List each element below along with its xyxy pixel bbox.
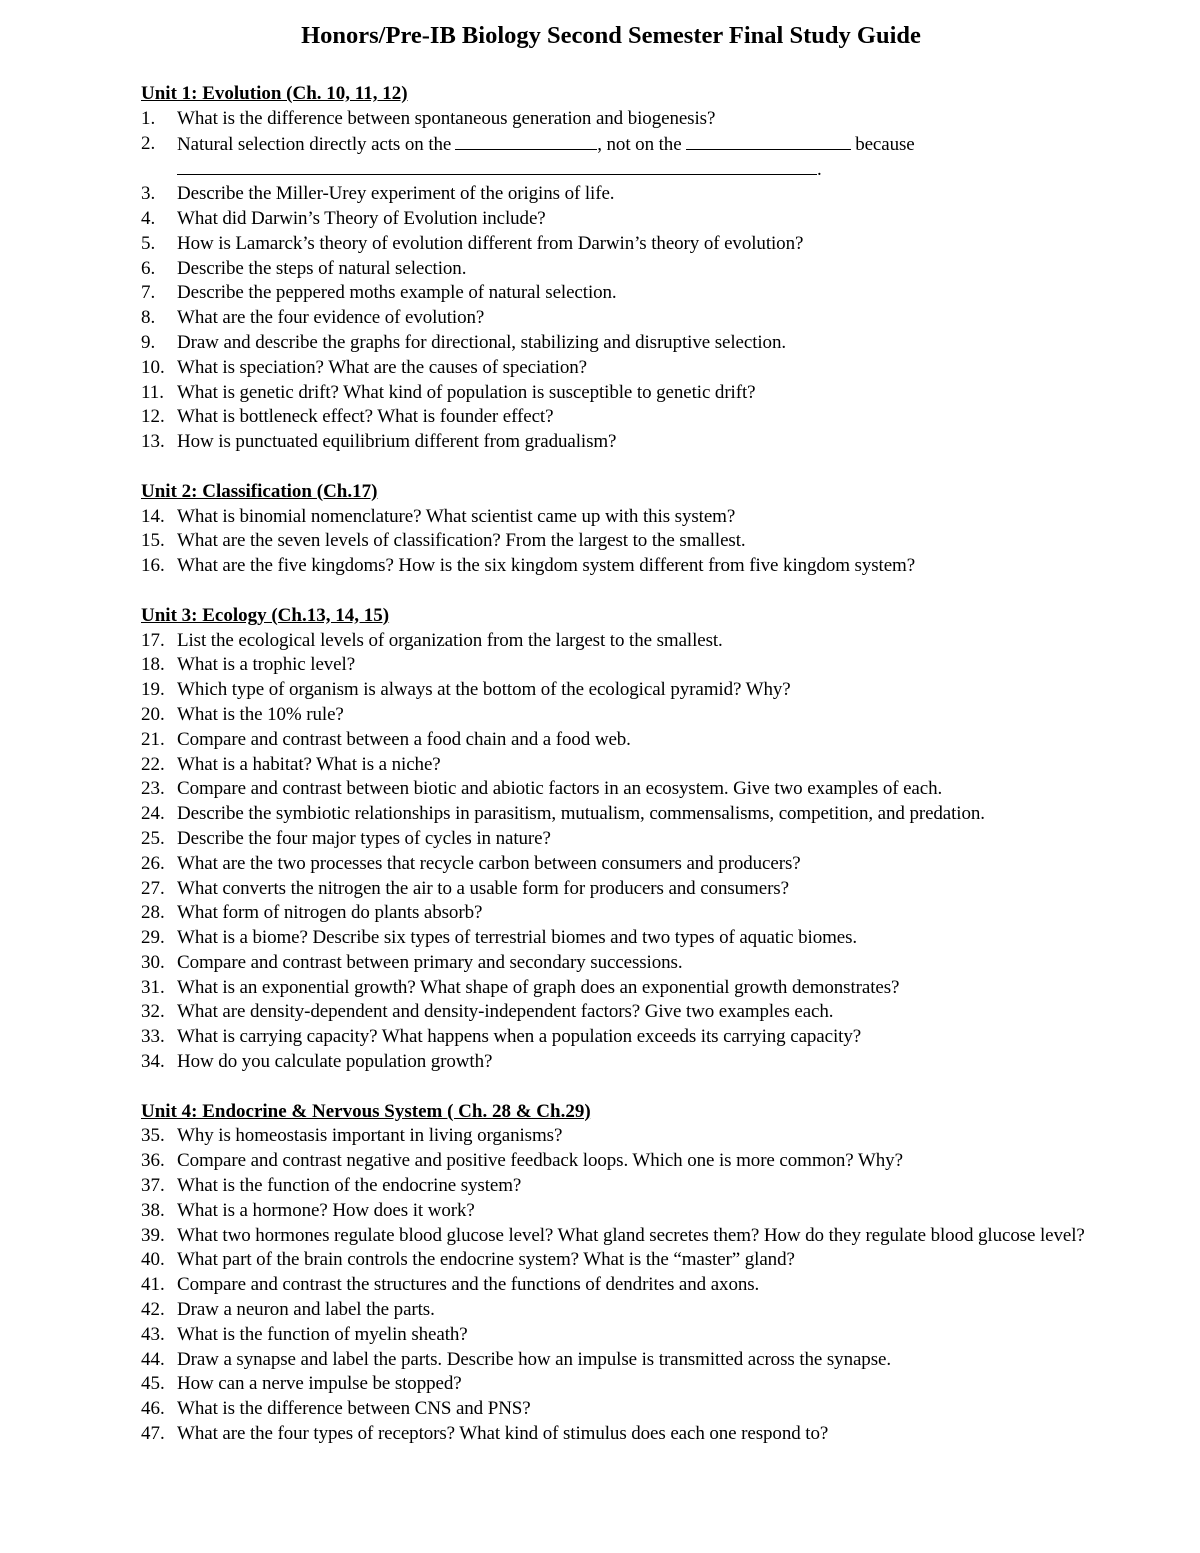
question-text: What did Darwin’s Theory of Evolution include? bbox=[177, 207, 546, 229]
unit-heading: Unit 3: Ecology (Ch.13, 14, 15) bbox=[141, 604, 390, 626]
question-text: Compare and contrast the structures and the functions of dendrites and axons. bbox=[177, 1274, 760, 1296]
question-text: What are the two processes that recycle carbon between consumers and producers? bbox=[177, 852, 801, 874]
question-item bbox=[141, 232, 1171, 257]
unit-section bbox=[141, 1100, 1171, 1447]
question-text-part: Natural selection directly acts on the bbox=[177, 133, 452, 155]
question-item bbox=[141, 405, 1171, 430]
question-item bbox=[141, 1323, 1171, 1348]
question-list bbox=[141, 107, 1171, 455]
fill-in-blank[interactable] bbox=[686, 132, 851, 150]
question-item bbox=[141, 132, 1171, 183]
unit-section bbox=[141, 82, 1171, 455]
question-item bbox=[141, 1174, 1171, 1199]
question-text-part: . bbox=[817, 159, 822, 181]
question-item bbox=[141, 1050, 1171, 1075]
question-number: 35. bbox=[141, 1125, 165, 1147]
question-text: What form of nitrogen do plants absorb? bbox=[177, 902, 483, 924]
question-number: 46. bbox=[141, 1398, 165, 1420]
unit-heading: Unit 4: Endocrine & Nervous System ( Ch. 28 & Ch.29) bbox=[141, 1100, 591, 1122]
question-item bbox=[141, 877, 1171, 902]
question-item bbox=[141, 901, 1171, 926]
unit-heading: Unit 2: Classification (Ch.17) bbox=[141, 480, 378, 502]
question-number: 8. bbox=[141, 307, 156, 329]
question-text: What is bottleneck effect? What is founder effect? bbox=[177, 406, 554, 428]
question-text: How do you calculate population growth? bbox=[177, 1051, 493, 1073]
question-item bbox=[141, 1372, 1171, 1397]
question-item bbox=[141, 753, 1171, 778]
question-number: 7. bbox=[141, 282, 156, 304]
question-text: Compare and contrast negative and positive feedback loops. Which one is more common? Why? bbox=[177, 1150, 903, 1172]
question-text: What is a biome? Describe six types of terrestrial biomes and two types of aquatic biomes. bbox=[177, 927, 858, 949]
question-item bbox=[141, 976, 1171, 1001]
question-number: 17. bbox=[141, 629, 165, 651]
question-text: What are the seven levels of classification? From the largest to the smallest. bbox=[177, 530, 746, 552]
question-item bbox=[141, 852, 1171, 877]
question-number: 32. bbox=[141, 1001, 165, 1023]
question-number: 2. bbox=[141, 132, 156, 154]
question-text: What is a habitat? What is a niche? bbox=[177, 753, 441, 775]
question-number: 11. bbox=[141, 381, 165, 403]
question-text: What is a hormone? How does it work? bbox=[177, 1199, 475, 1221]
question-number: 25. bbox=[141, 827, 165, 849]
question-item bbox=[141, 1025, 1171, 1050]
unit-heading: Unit 1: Evolution (Ch. 10, 11, 12) bbox=[141, 83, 408, 104]
question-text: What converts the nitrogen the air to a usable form for producers and consumers? bbox=[177, 877, 789, 899]
question-number: 9. bbox=[141, 331, 156, 353]
question-text-part: , not on the bbox=[597, 133, 682, 155]
question-text: Describe the Miller-Urey experiment of the origins of life. bbox=[177, 183, 615, 205]
fill-in-blank[interactable] bbox=[455, 132, 597, 150]
question-text: What is genetic drift? What kind of population is susceptible to genetic drift? bbox=[177, 381, 756, 403]
question-item bbox=[141, 703, 1171, 728]
question-text bbox=[177, 132, 1171, 183]
question-item bbox=[141, 257, 1171, 282]
question-number: 6. bbox=[141, 257, 156, 279]
question-number: 44. bbox=[141, 1348, 165, 1370]
question-number: 37. bbox=[141, 1175, 165, 1197]
question-item bbox=[141, 1000, 1171, 1025]
question-number: 19. bbox=[141, 679, 165, 701]
question-text: Draw and describe the graphs for directional, stabilizing and disruptive selection. bbox=[177, 331, 787, 353]
question-item bbox=[141, 1199, 1171, 1224]
question-number: 40. bbox=[141, 1249, 165, 1271]
question-item bbox=[141, 1422, 1171, 1447]
question-item bbox=[141, 1248, 1171, 1273]
question-text-part: because bbox=[855, 133, 915, 155]
question-text: Which type of organism is always at the bottom of the ecological pyramid? Why? bbox=[177, 679, 791, 701]
question-item bbox=[141, 306, 1171, 331]
unit-section bbox=[141, 604, 1171, 1075]
question-number: 29. bbox=[141, 927, 165, 949]
question-number: 24. bbox=[141, 803, 165, 825]
question-text: What is binomial nomenclature? What scientist came up with this system? bbox=[177, 505, 736, 527]
question-text: What is the difference between spontaneous generation and biogenesis? bbox=[177, 107, 716, 129]
question-item bbox=[141, 381, 1171, 406]
question-item bbox=[141, 331, 1171, 356]
question-item bbox=[141, 1397, 1171, 1422]
question-number: 4. bbox=[141, 207, 156, 229]
question-number: 3. bbox=[141, 183, 156, 205]
question-number: 1. bbox=[141, 107, 156, 129]
fill-in-blank[interactable] bbox=[177, 157, 817, 175]
question-item bbox=[141, 802, 1171, 827]
question-number: 45. bbox=[141, 1373, 165, 1395]
question-item bbox=[141, 505, 1171, 530]
question-text: What is the function of myelin sheath? bbox=[177, 1323, 468, 1345]
question-text: Describe the symbiotic relationships in parasitism, mutualism, commensalisms, competition, and predation. bbox=[177, 803, 985, 825]
question-text: Describe the four major types of cycles in nature? bbox=[177, 827, 551, 849]
question-item bbox=[141, 1149, 1171, 1174]
question-text: What is the function of the endocrine system? bbox=[177, 1175, 522, 1197]
question-number: 10. bbox=[141, 356, 165, 378]
document-title: Honors/Pre-IB Biology Second Semester Final Study Guide bbox=[301, 22, 921, 49]
question-text: What is the 10% rule? bbox=[177, 703, 344, 725]
question-item bbox=[141, 1348, 1171, 1373]
question-item bbox=[141, 926, 1171, 951]
question-number: 31. bbox=[141, 976, 165, 998]
question-text: What are density-dependent and density-independent factors? Give two examples each. bbox=[177, 1001, 834, 1023]
question-text: What are the four types of receptors? What kind of stimulus does each one respond to? bbox=[177, 1423, 829, 1445]
question-number: 38. bbox=[141, 1199, 165, 1221]
question-number: 23. bbox=[141, 778, 165, 800]
question-item bbox=[141, 430, 1171, 455]
question-number: 42. bbox=[141, 1299, 165, 1321]
question-number: 39. bbox=[141, 1224, 165, 1246]
question-text: Draw a neuron and label the parts. bbox=[177, 1299, 435, 1321]
question-number: 18. bbox=[141, 654, 165, 676]
question-item bbox=[141, 777, 1171, 802]
question-item bbox=[141, 356, 1171, 381]
question-text: Compare and contrast between a food chain and a food web. bbox=[177, 728, 631, 750]
question-number: 43. bbox=[141, 1323, 165, 1345]
question-number: 21. bbox=[141, 728, 165, 750]
question-text: What two hormones regulate blood glucose level? What gland secretes them? How do they regulate blood glucose level? bbox=[177, 1224, 1085, 1246]
question-text: Compare and contrast between biotic and abiotic factors in an ecosystem. Give two examples of each. bbox=[177, 778, 943, 800]
question-text: How is punctuated equilibrium different from gradualism? bbox=[177, 431, 617, 453]
question-text: What is speciation? What are the causes of speciation? bbox=[177, 356, 587, 378]
question-number: 12. bbox=[141, 406, 165, 428]
question-item bbox=[141, 827, 1171, 852]
question-number: 26. bbox=[141, 852, 165, 874]
document-content bbox=[141, 82, 1171, 1472]
question-text: What is an exponential growth? What shape of graph does an exponential growth demonstrates? bbox=[177, 976, 900, 998]
question-item bbox=[141, 629, 1171, 654]
question-text: What is a trophic level? bbox=[177, 654, 356, 676]
question-text: Draw a synapse and label the parts. Describe how an impulse is transmitted across the synapse. bbox=[177, 1348, 891, 1370]
question-number: 22. bbox=[141, 753, 165, 775]
question-text: Describe the steps of natural selection. bbox=[177, 257, 467, 279]
question-item bbox=[141, 281, 1171, 306]
question-item bbox=[141, 678, 1171, 703]
question-number: 34. bbox=[141, 1051, 165, 1073]
question-item bbox=[141, 951, 1171, 976]
question-text: Describe the peppered moths example of natural selection. bbox=[177, 282, 617, 304]
question-item bbox=[141, 182, 1171, 207]
question-number: 30. bbox=[141, 951, 165, 973]
question-number: 41. bbox=[141, 1274, 165, 1296]
question-item bbox=[141, 1298, 1171, 1323]
question-list bbox=[141, 1124, 1171, 1446]
question-list bbox=[141, 505, 1171, 579]
question-text: Compare and contrast between primary and secondary successions. bbox=[177, 951, 683, 973]
question-item bbox=[141, 529, 1171, 554]
question-number: 15. bbox=[141, 530, 165, 552]
question-text: Why is homeostasis important in living organisms? bbox=[177, 1125, 563, 1147]
question-text: How is Lamarck’s theory of evolution different from Darwin’s theory of evolution? bbox=[177, 232, 804, 254]
question-item bbox=[141, 728, 1171, 753]
question-number: 36. bbox=[141, 1150, 165, 1172]
question-number: 16. bbox=[141, 555, 165, 577]
unit-section bbox=[141, 480, 1171, 579]
question-number: 47. bbox=[141, 1423, 165, 1445]
question-text: What is carrying capacity? What happens when a population exceeds its carrying capacity? bbox=[177, 1026, 862, 1048]
question-item bbox=[141, 653, 1171, 678]
question-text: What is the difference between CNS and PNS? bbox=[177, 1398, 531, 1420]
question-text: What are the five kingdoms? How is the six kingdom system different from five kingdom system? bbox=[177, 555, 916, 577]
question-item bbox=[141, 554, 1171, 579]
question-number: 28. bbox=[141, 902, 165, 924]
question-list bbox=[141, 629, 1171, 1075]
question-item bbox=[141, 107, 1171, 132]
question-text: List the ecological levels of organization from the largest to the smallest. bbox=[177, 629, 723, 651]
question-number: 20. bbox=[141, 703, 165, 725]
question-item bbox=[141, 1224, 1171, 1249]
question-text: How can a nerve impulse be stopped? bbox=[177, 1373, 462, 1395]
question-text: What are the four evidence of evolution? bbox=[177, 307, 485, 329]
question-number: 14. bbox=[141, 505, 165, 527]
question-number: 27. bbox=[141, 877, 165, 899]
question-item bbox=[141, 207, 1171, 232]
question-item bbox=[141, 1124, 1171, 1149]
question-number: 13. bbox=[141, 431, 165, 453]
question-text: What part of the brain controls the endocrine system? What is the “master” gland? bbox=[177, 1249, 795, 1271]
question-number: 33. bbox=[141, 1026, 165, 1048]
question-number: 5. bbox=[141, 232, 156, 254]
question-item bbox=[141, 1273, 1171, 1298]
